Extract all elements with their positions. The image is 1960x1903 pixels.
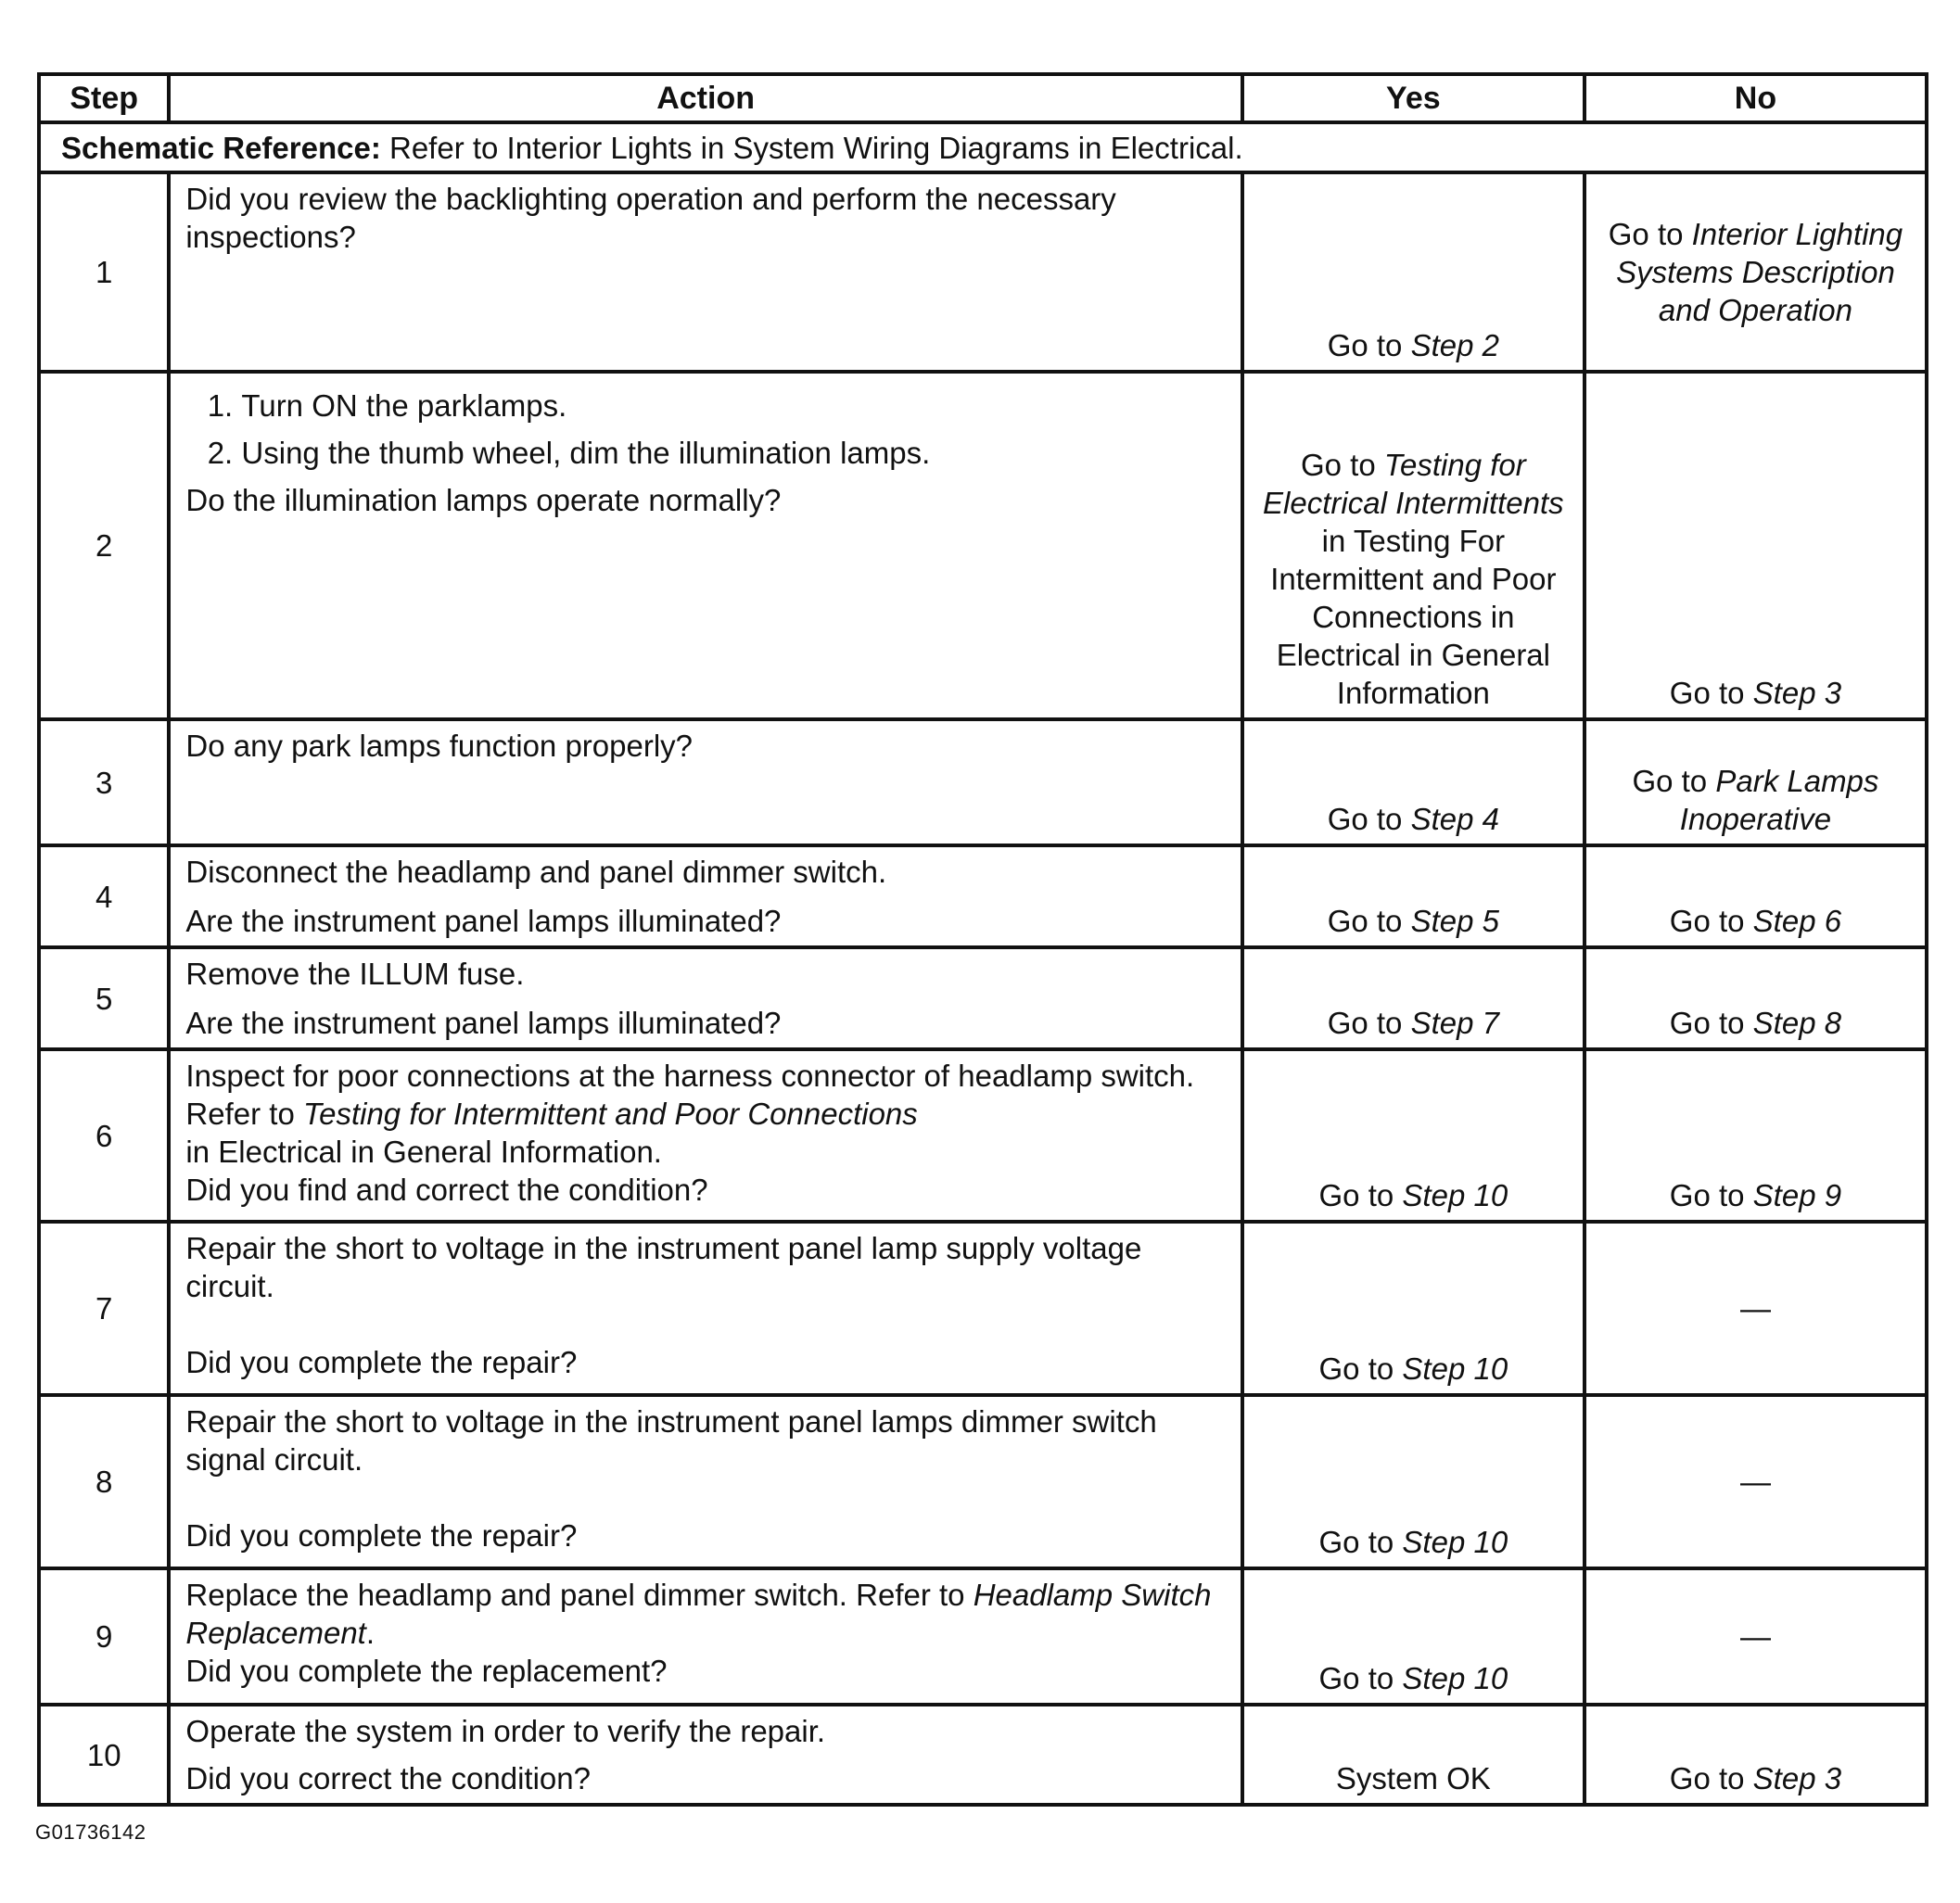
table-row [39,1568,1927,1705]
header-yes: Yes [1242,74,1585,122]
action-text-b: . [365,1616,375,1650]
no-cell [1585,719,1927,845]
action-question: Did you complete the repair? [185,1518,578,1553]
action-question: Did you correct the condition? [185,1761,591,1795]
no-prefix: Go to [1669,1006,1753,1040]
yes-link: Step 10 [1402,1178,1508,1212]
no-link: Interior Lighting Systems Description and Operation [1616,217,1903,327]
step-number: 7 [39,1222,169,1395]
yes-prefix: Go to [1318,1661,1403,1695]
action-link: Testing for Intermittent and Poor Connections [302,1097,918,1131]
step-number: 2 [39,372,169,719]
no-cell [1585,1049,1927,1222]
yes-cell [1242,1568,1585,1705]
no-cell [1585,947,1927,1049]
yes-link: Step 4 [1410,802,1499,836]
table-row [39,1395,1927,1568]
yes-prefix: Go to [1327,802,1411,836]
action-link: Headlamp Switch Replacement [185,1578,1212,1650]
no-prefix: Go to [1669,1178,1753,1212]
action-cell [169,1222,1241,1395]
action-cell [169,1568,1241,1705]
yes-link: Step 5 [1410,904,1499,938]
action-cell [169,845,1241,947]
no-cell [1585,845,1927,947]
action-text [185,1576,1225,1652]
no-link: Step 8 [1752,1006,1842,1040]
yes-prefix: Go to [1318,1525,1403,1559]
yes-prefix: Go to [1327,904,1411,938]
action-text-a: Replace the headlamp and panel dimmer switch. Refer to [185,1578,974,1612]
no-prefix: Go to [1669,904,1753,938]
step-number: 10 [39,1705,169,1805]
table-row [39,1705,1927,1805]
yes-link: Step 2 [1410,328,1499,362]
action-text-a: Inspect for poor connections at the harness connector of headlamp switch. Refer to [185,1059,1195,1131]
header-no: No [1585,74,1927,122]
action-question: Are the instrument panel lamps illuminated? [185,904,782,938]
step-number: 4 [39,845,169,947]
action-text [185,1057,1225,1171]
action-cell [169,372,1241,719]
yes-prefix: Go to [1327,1006,1411,1040]
yes-cell: System OK [1242,1705,1585,1805]
no-prefix: Go to [1608,217,1692,251]
no-cell: — [1585,1222,1927,1395]
header-row [39,74,1927,122]
no-prefix: Go to [1632,764,1716,798]
spacer [185,1305,1225,1343]
table-row [39,172,1927,372]
schematic-reference [39,122,1927,172]
diagnostic-table-wrapper [37,72,1928,1807]
yes-link: Testing for Electrical Intermittents [1263,448,1564,520]
yes-cell [1242,172,1585,372]
yes-suffix: in Testing For Intermittent and Poor Connections in Electrical in General Information [1270,524,1557,710]
table-row [39,1049,1927,1222]
action-text-b: in Electrical in General Information. [185,1135,662,1169]
yes-link: Step 10 [1402,1661,1508,1695]
action-question: Do the illumination lamps operate normally? [185,483,782,517]
yes-cell [1242,1395,1585,1568]
header-action: Action [169,74,1241,122]
no-link: Park Lamps Inoperative [1679,764,1879,836]
schematic-reference-row [39,122,1927,172]
step-number: 8 [39,1395,169,1568]
action-text: Remove the ILLUM fuse. [185,957,525,991]
schematic-reference-label: Schematic Reference: [61,130,381,165]
yes-prefix: Go to [1318,1178,1403,1212]
action-cell [169,1049,1241,1222]
yes-link: Step 10 [1402,1351,1508,1386]
diagnostic-table [37,72,1928,1807]
header-step: Step [39,74,169,122]
action-question: Are the instrument panel lamps illuminated? [185,1006,782,1040]
step-number: 5 [39,947,169,1049]
yes-cell [1242,1222,1585,1395]
step-number: 9 [39,1568,169,1705]
table-row [39,372,1927,719]
step-number: 1 [39,172,169,372]
yes-prefix: Go to [1300,448,1384,482]
yes-cell [1242,1049,1585,1222]
step-number: 6 [39,1049,169,1222]
table-row [39,1222,1927,1395]
action-question: Did you complete the replacement? [185,1654,668,1688]
spacer [185,1478,1225,1516]
action-question: Did you find and correct the condition? [185,1173,708,1207]
action-list-item: 2. Using the thumb wheel, dim the illumination lamps. [241,434,1225,472]
action-list-item: 1. Turn ON the parklamps. [241,387,1225,425]
no-cell: — [1585,1395,1927,1568]
action-text: Repair the short to voltage in the instrument panel lamp supply voltage circuit. [185,1231,1142,1303]
yes-link: Step 7 [1410,1006,1499,1040]
no-cell [1585,372,1927,719]
action-text: Disconnect the headlamp and panel dimmer switch. [185,855,887,889]
table-row [39,947,1927,1049]
no-link: Step 3 [1752,1761,1842,1795]
action-cell [169,719,1241,845]
yes-prefix: Go to [1327,328,1411,362]
no-cell [1585,1705,1927,1805]
no-prefix: Go to [1669,676,1753,710]
schematic-reference-text: Refer to Interior Lights in System Wiring Diagrams in Electrical. [389,130,1243,165]
no-prefix: Go to [1669,1761,1753,1795]
action-text: Operate the system in order to verify the repair. [185,1714,826,1748]
no-link: Step 9 [1752,1178,1842,1212]
figure-id: G01736142 [35,1821,146,1844]
action-text: Repair the short to voltage in the instrument panel lamps dimmer switch signal circuit. [185,1404,1157,1477]
yes-cell [1242,947,1585,1049]
action-text: Do any park lamps function properly? [185,729,694,763]
no-cell: — [1585,1568,1927,1705]
table-row [39,845,1927,947]
yes-cell [1242,719,1585,845]
action-cell [169,1395,1241,1568]
yes-cell [1242,845,1585,947]
table-row [39,719,1927,845]
action-cell [169,1705,1241,1805]
action-question: Did you complete the repair? [185,1345,578,1379]
action-text: Did you review the backlighting operation and perform the necessary inspections? [185,182,1116,254]
yes-link: Step 10 [1402,1525,1508,1559]
no-link: Step 6 [1752,904,1842,938]
step-number: 3 [39,719,169,845]
no-cell [1585,172,1927,372]
action-cell [169,172,1241,372]
yes-cell [1242,372,1585,719]
action-list [185,387,1225,472]
no-link: Step 3 [1752,676,1842,710]
yes-prefix: Go to [1318,1351,1403,1386]
action-cell [169,947,1241,1049]
